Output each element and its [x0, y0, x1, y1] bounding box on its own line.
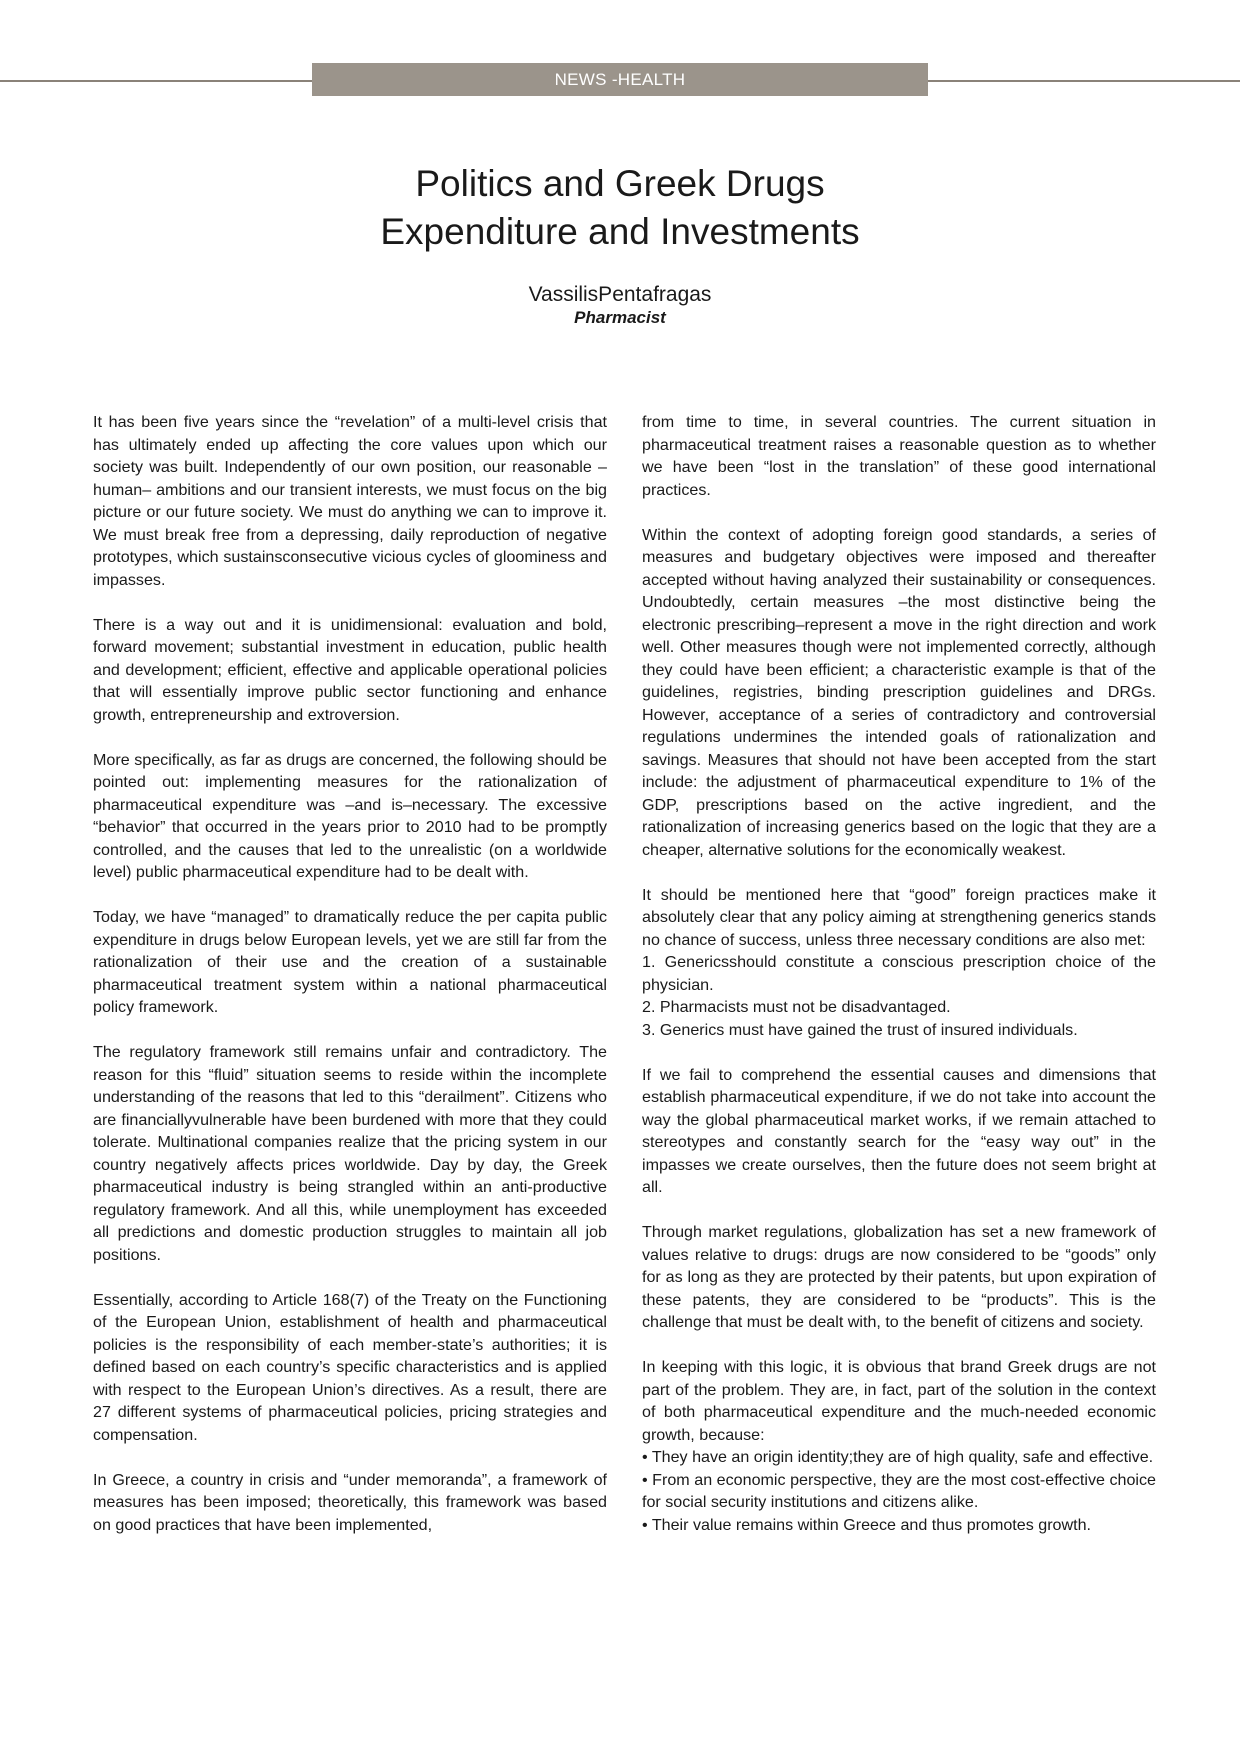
header-rule-right — [926, 80, 1240, 82]
paragraph: The regulatory framework still remains unfair and contradictory. The reason for this “fluid” situation seems to reside within the incomplete understanding of the reasons that led to this “derailment”. Citizens who are financiallyvulnerable have been burdened with more that they could tolerate. Multinational companies realize that the pricing system in our country negatively affects prices worldwide. Day by day, the Greek pharmaceutical industry is being strangled within an anti-productive regulatory framework. And all this, while unemployment has exceeded all predictions and domestic production struggles to maintain all job positions. — [93, 1043, 607, 1264]
paragraph: Today, we have “managed” to dramatically reduce the per capita public expenditure in drugs below European levels, yet we are still far from the rationalization of their use and the creation of a sustainable pharmaceutical treatment system within a national pharmaceutical policy framework. — [93, 908, 607, 1016]
paragraph: If we fail to comprehend the essential causes and dimensions that establish pharmaceutical expenditure, if we do not take into account the way the global pharmaceutical market works, if we remain attached to stereotypes and constantly search for the “easy way out” in the impasses we create ourselves, then the future does not seem bright at all. — [642, 1065, 1156, 1196]
article-title — [0, 160, 1240, 256]
header-rule-left — [0, 80, 314, 82]
paragraph: In Greece, a country in crisis and “under memoranda”, a framework of measures has been imposed; theoretically, this framework was based on good practices that have been implemented, — [93, 1470, 607, 1534]
title-line-2: Expenditure and Investments — [380, 211, 860, 252]
paragraph: In keeping with this logic, it is obvious that brand Greek drugs are not part of the problem. They are, in fact, part of the solution in the context of both pharmaceutical expenditure and the much-needed economic growth, because: — [642, 1358, 1156, 1444]
paragraph: Within the context of adopting foreign good standards, a series of measures and budgetary objectives were imposed and thereafter accepted without having analyzed their sustainability or consequences. Undoubtedly, certain measures –the most distinctive being the electronic prescribing–represent a move in the right direction and work well. Other measures though were not implemented correctly, although they could have been efficient; a characteristic example is that of the guidelines, registries, binding prescription guidelines and DRGs. However, acceptance of a series of contradictory and controversial regulations undermines the intended goals of rationalization and savings. Measures that should not have been accepted from the start include: the adjustment of pharmaceutical expenditure to 1% of the GDP, prescriptions based on the active ingredient, and the rationalization of increasing generics based on the logic that they are a cheaper, alternative solutions for the economically weakest. — [642, 525, 1156, 859]
section-banner: NEWS -HEALTH — [312, 63, 928, 96]
paragraph: from time to time, in several countries. The current situation in pharmaceutical treatment raises a reasonable question as to whether we have been “lost in the translation” of these good international practices. — [642, 413, 1156, 499]
paragraph: It has been five years since the “revelation” of a multi-level crisis that has ultimately ended up affecting the core values upon which our society was built. Independently of our own position, our reasonable –human– ambitions and our transient interests, we must focus on the big picture or our future society. We must do anything we can to improve it. We must break free from a depressing, daily reproduction of negative prototypes, which sustainsconsecutive vicious cycles of gloominess and impasses. — [93, 413, 607, 589]
title-block — [0, 160, 1240, 328]
paragraph: Essentially, according to Article 168(7) of the Treaty on the Functioning of the European Union, establishment of health and pharmaceutical policies is the responsibility of each member-state’s authorities; it is defined based on each country’s specific characteristics and is applied with respect to the European Union’s directives. As a result, there are 27 different systems of pharmaceutical policies, pricing strategies and compensation. — [93, 1290, 607, 1444]
list-item: • Their value remains within Greece and thus promotes growth. — [642, 1515, 1092, 1534]
left-column — [93, 411, 607, 1536]
title-line-1: Politics and Greek Drugs — [415, 163, 825, 204]
list-item: • From an economic perspective, they are the most cost-effective choice for social security institutions and citizens alike. — [642, 1470, 1156, 1511]
right-column — [642, 411, 1156, 1536]
paragraph: It should be mentioned here that “good” foreign practices make it absolutely clear that any policy aiming at strengthening generics stands no chance of success, unless three necessary conditions are also met: — [642, 885, 1156, 949]
list-item: 3. Generics must have gained the trust of insured individuals. — [642, 1020, 1078, 1039]
author-name: VassilisPentafragas — [528, 283, 712, 306]
paragraph: More specifically, as far as drugs are concerned, the following should be pointed out: implementing measures for the rationalization of pharmaceutical expenditure was –and is–necessary. The excessive “behavior” that occurred in the years prior to 2010 had to be promptly controlled, and the causes that led to the unrealistic (on a worldwide level) public pharmaceutical expenditure had to be dealt with. — [93, 750, 607, 881]
author-role: Pharmacist — [574, 308, 666, 327]
list-item: 1. Genericsshould constitute a conscious prescription choice of the physician. — [642, 953, 1156, 994]
paragraph: Through market regulations, globalization has set a new framework of values relative to drugs: drugs are now considered to be “goods” only for as long as they are protected by their patents, but upon expiration of these patents, they are considered to be “products”. This is the challenge that must be dealt with, to the benefit of citizens and society. — [642, 1223, 1156, 1331]
list-item: • They have an origin identity;they are of high quality, safe and effective. — [642, 1448, 1154, 1466]
list-item: 2. Pharmacists must not be disadvantaged. — [642, 998, 951, 1016]
paragraph: There is a way out and it is unidimensional: evaluation and bold, forward movement; substantial investment in education, public health and development; efficient, effective and applicable operational policies that will essentially improve public sector functioning and enhance growth, entrepreneurship and extroversion. — [93, 615, 607, 724]
